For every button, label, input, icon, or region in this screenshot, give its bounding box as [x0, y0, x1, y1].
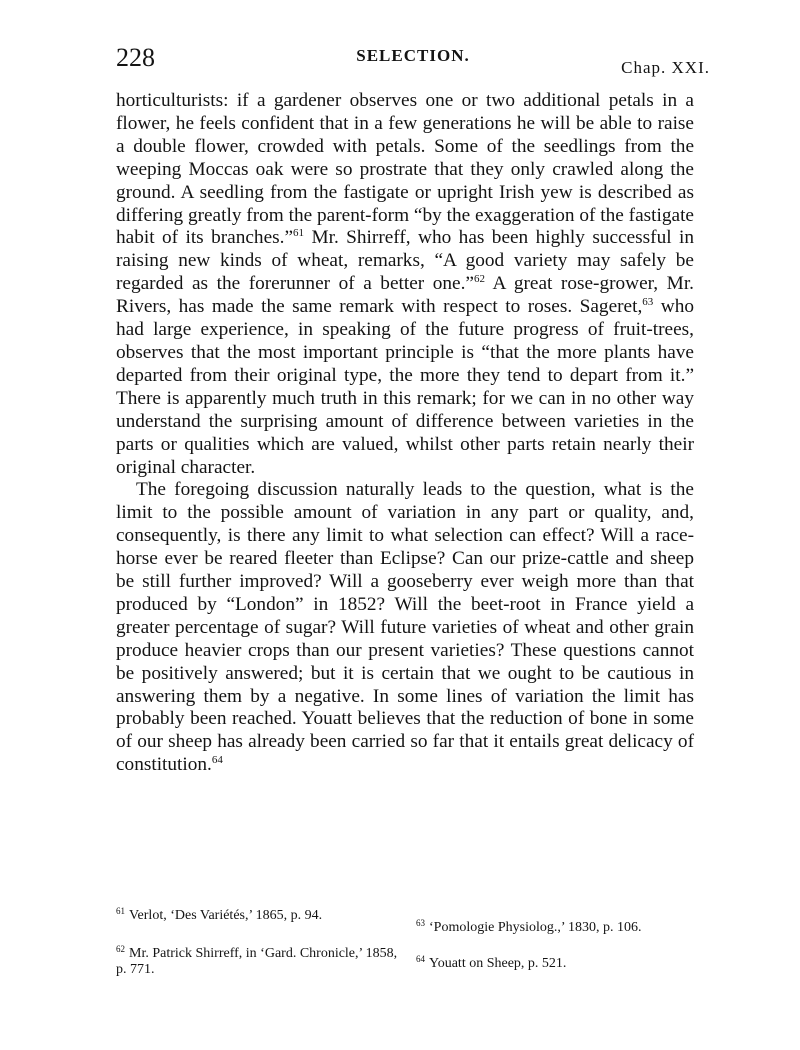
footnote-reference: 64	[211, 754, 223, 767]
footnote-mark: 64	[416, 954, 425, 964]
paragraph	[116, 479, 694, 777]
footnote	[416, 920, 691, 936]
chapter-label: Chap. XXI.	[621, 58, 710, 77]
text-segment: A great rose-grower, Mr. Rivers, has made the same remark with respect to roses. Sageret,	[116, 273, 694, 318]
footnote	[116, 946, 401, 978]
text-segment: The foregoing discussion naturally leads to the question, what is the limit to the possible amount of variation in any part or quality, and, consequently, is there any limit to what selection can effect? Will a race-horse ever be reared fleeter than Eclipse? Can our prize-cattle and sheep be still further improved? Will a gooseberry ever weigh more than that produced by “London” in 1852? Will the beet-root in France yield a greater percentage of sugar? Will future varieties of wheat and other grain produce heavier crops than our present varieties? These questions cannot be positively answered; but it is certain that we ought to be cautious in answering them by a negative. In some lines of variation the limit has probably been reached. Youatt believes that the reduction of bone in some of our sheep has already been carried so far that it entails great delicacy of constitution.	[116, 479, 694, 776]
footnote-mark: 62	[116, 944, 125, 954]
page-number: 228	[116, 43, 155, 72]
footnote-text: Verlot, ‘Des Variétés,’ 1865, p. 94.	[129, 908, 323, 923]
footnote	[416, 956, 691, 972]
text-segment: Mr. Shirreff, who has been highly successful in raising new kinds of wheat, remarks, “A good variety may safely be regarded as the forerunner of a better one.”	[116, 227, 694, 295]
body-text	[116, 90, 694, 777]
paragraph	[116, 90, 694, 479]
footnote	[116, 908, 401, 924]
footnote-mark: 61	[116, 906, 125, 916]
footnote-mark: 63	[416, 918, 425, 928]
footnote-text: Youatt on Sheep, p. 521.	[429, 956, 567, 971]
page-header	[116, 40, 710, 80]
footnote-text: Mr. Patrick Shirreff, in ‘Gard. Chronicle,’ 1858, p. 771.	[116, 946, 398, 977]
running-title: SELECTION.	[356, 46, 470, 65]
footnote-reference: 61	[293, 227, 305, 240]
footnote-text: ‘Pomologie Physiolog.,’ 1830, p. 106.	[429, 920, 642, 935]
footnote-reference: 62	[473, 273, 485, 286]
footnote-reference: 63	[642, 296, 654, 309]
text-segment: who had large experience, in speaking of the future progress of fruit-trees, observes that the most important principle is “that the more plants have departed from their original type, the more they tend to depart from it.” There is apparently much truth in this remark; for we can in no other way understand the surprising amount of difference between varieties in the parts or qualities which are valued, whilst other parts retain nearly their original character.	[116, 296, 694, 478]
text-segment: horticulturists: if a gardener observes one or two additional petals in a flower, he feels confident that in a few generations he will be able to raise a double flower, crowded with petals. Some of the seedlings from the weeping Moccas oak were so prostrate that they only crawled along the ground. A seedling from the fastigate or upright Irish yew is described as differing greatly from the parent-form “by the exaggeration of the fastigate habit of its branches.”	[116, 90, 694, 249]
